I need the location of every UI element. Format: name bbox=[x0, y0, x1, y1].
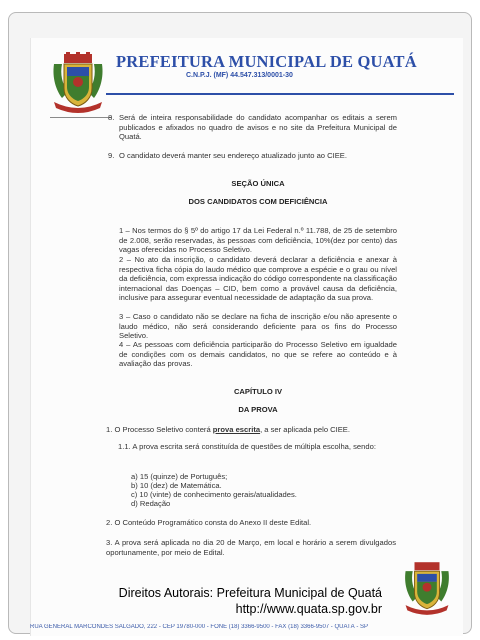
header-divider bbox=[106, 93, 454, 95]
item-number: 9. bbox=[108, 151, 115, 160]
item-1-emphasis: prova escrita bbox=[212, 425, 261, 434]
list-item: b) 10 (dez) de Matemática. bbox=[131, 481, 222, 490]
municipality-title: PREFEITURA MUNICIPAL DE QUATÁ bbox=[116, 52, 417, 71]
list-item: a) 15 (quinze) de Português; bbox=[131, 472, 228, 481]
section-title: SEÇÃO ÚNICA bbox=[231, 179, 285, 188]
item-text: Será de inteira responsabilidade do candidato acompanhar os editais a serem publicados e afixados no quadro de avisos e no site da Prefeitura Municipal de Quatá. bbox=[119, 113, 397, 141]
chapter-item-2: 2. O Conteúdo Programático consta do Anexo II deste Edital. bbox=[106, 518, 312, 527]
coat-of-arms-small-icon bbox=[402, 560, 452, 618]
item-1-prefix: 1. O Processo Seletivo conterá bbox=[106, 425, 213, 434]
header-divider-short bbox=[50, 117, 112, 118]
chapter-subtitle: DA PROVA bbox=[238, 405, 278, 414]
list-item: c) 10 (vinte) de conhecimento gerais/atualidades. bbox=[131, 490, 297, 499]
cnpj-number: C.N.P.J. (MF) 44.547.313/0001-30 bbox=[186, 72, 293, 79]
section-paragraph: 1 – Nos termos do § 5º do artigo 17 da Lei Federal n.º 11.788, de 25 de setembro de 2.008, serão reservadas, às pessoas com deficiência, 10%(dez por cento) das vagas oferecidas no Processo Seletivo. bbox=[119, 226, 397, 254]
chapter-item-3: 3. A prova será aplicada no dia 20 de Março, em local e horário a serem divulgados oportunamente, por meio de Edital. bbox=[106, 538, 396, 557]
section-paragraph: 2 – No ato da inscrição, o candidato deverá declarar a deficiência e anexar à respectiva ficha cópia do laudo médico que comprove a espécie e o grau ou nível da deficiência, com expressa indicação do código correspondente na classificação internacional das Doenças – CID, bem como a provável causa da deficiência, inclusive para assegurar eventual necessidade de adaptação da sua prova. bbox=[119, 255, 397, 302]
chapter-item-1 bbox=[106, 425, 396, 435]
website-link[interactable]: http://www.quata.sp.gov.br bbox=[235, 602, 382, 616]
copyright-notice: Direitos Autorais: Prefeitura Municipal de Quatá bbox=[118, 586, 382, 600]
chapter-title: CAPÍTULO IV bbox=[233, 387, 283, 396]
chapter-item-1-1: 1.1. A prova escrita será constituída de questões de múltipla escolha, sendo: bbox=[118, 442, 376, 451]
item-1-suffix: , a ser aplicada pelo CIEE. bbox=[260, 425, 350, 434]
section-subtitle: DOS CANDIDATOS COM DEFICIÊNCIA bbox=[188, 197, 328, 206]
item-text: O candidato deverá manter seu endereço atualizado junto ao CIEE. bbox=[119, 151, 347, 160]
item-number: 8. bbox=[108, 113, 115, 122]
address-line: RUA GENERAL MARCONDES SALGADO, 222 - CEP 19780-000 - FONE (18) 3366-9500 - FAX (18) 3366-9507 - QUATÁ - SP bbox=[30, 624, 369, 630]
section-paragraph: 3 – Caso o candidato não se declare na ficha de inscrição e/ou não apresente o laudo médico, não será considerando deficiente para os fins do Processo Seletivo. bbox=[119, 312, 397, 340]
list-item: d) Redação bbox=[131, 499, 171, 508]
coat-of-arms-icon bbox=[50, 52, 106, 116]
section-paragraph: 4 – As pessoas com deficiência participarão do Processo Seletivo em igualdade de condições com os demais candidatos, no que se refere ao conteúdo e à avaliação das provas. bbox=[119, 340, 397, 368]
